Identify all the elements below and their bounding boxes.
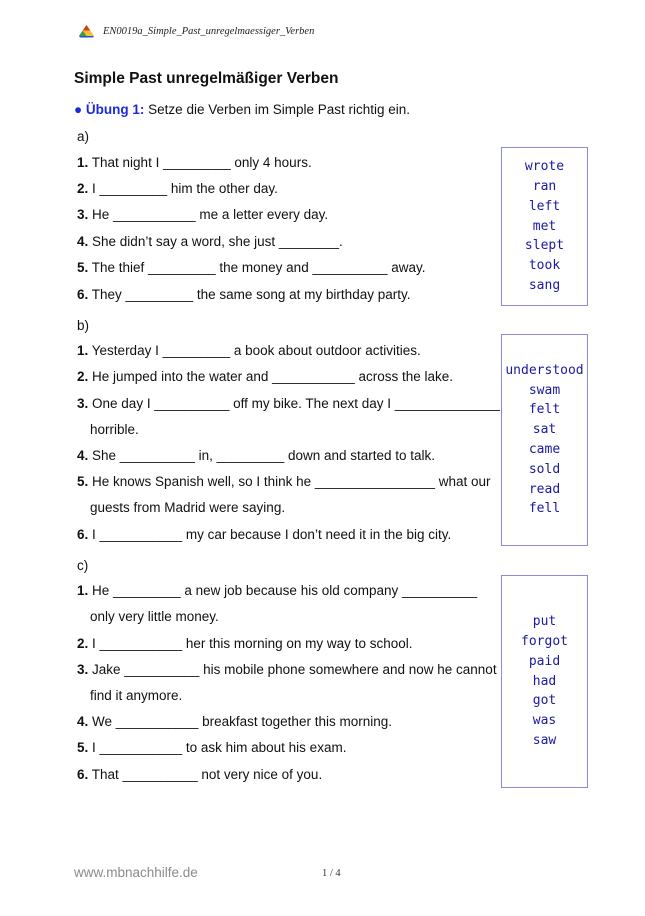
word-item: slept: [524, 238, 565, 254]
sentence-line: 5. The thief _________ the money and __________ away.: [77, 260, 426, 275]
sentence-line: 6. That __________ not very nice of you.: [77, 767, 323, 782]
word-item: sat: [532, 422, 557, 438]
sentence-line: find it anymore.: [90, 688, 183, 703]
sentence-line: 4. We ___________ breakfast together this morning.: [77, 714, 392, 729]
exercise-label: ● Übung 1:: [74, 102, 145, 117]
sentence-line: 3. One day I __________ off my bike. The next day I ______________: [77, 396, 500, 411]
section-b-label: b): [77, 318, 90, 333]
sentence-line: guests from Madrid were saying.: [90, 500, 286, 515]
document-id: EN0019a_Simple_Past_unregelmaessiger_Verben: [103, 25, 315, 37]
sentence-line: 6. I ___________ my car because I don’t need it in the big city.: [77, 527, 452, 542]
sentence-line: 5. I ___________ to ask him about his exam.: [77, 740, 347, 755]
word-item: put: [532, 614, 557, 630]
sentence-line: 1. Yesterday I _________ a book about outdoor activities.: [77, 343, 421, 358]
sentence-line: 3. Jake __________ his mobile phone somewhere and now he cannot: [77, 662, 497, 677]
sentence-line: horrible.: [90, 422, 139, 437]
word-item: ran: [532, 179, 557, 194]
sentence-line: 3. He ___________ me a letter every day.: [77, 207, 329, 222]
page-title: Simple Past unregelmäßiger Verben: [74, 70, 339, 87]
word-item: forgot: [521, 634, 568, 649]
sentence-line: 2. I ___________ her this morning on my way to school.: [77, 636, 413, 651]
word-item: paid: [528, 653, 561, 669]
sentence-line: 6. They _________ the same song at my birthday party.: [77, 287, 411, 302]
word-item: swam: [528, 382, 561, 398]
section-a-label: a): [77, 129, 90, 144]
triangle-logo-icon: [78, 24, 95, 38]
sentence-line: 1. He _________ a new job because his old company __________: [77, 583, 478, 598]
word-box-a: [501, 147, 588, 306]
word-item: had: [532, 673, 557, 689]
word-box-b: [501, 334, 588, 546]
sentence-line: 4. She __________ in, _________ down and started to talk.: [77, 448, 436, 463]
word-item: sold: [528, 461, 561, 477]
word-box-c: [501, 575, 588, 788]
word-item: saw: [532, 732, 557, 748]
word-item: got: [532, 693, 557, 709]
word-item: understood: [505, 362, 584, 378]
word-item: read: [528, 481, 561, 497]
sentence-line: only very little money.: [90, 609, 219, 624]
sentence-line: 5. He knows Spanish well, so I think he ________________ what our: [77, 474, 491, 489]
exercise-instruction: [74, 102, 410, 117]
footer-url: www.mbnachhilfe.de: [74, 865, 198, 880]
word-item: felt: [528, 402, 561, 418]
sentence-line: 2. I _________ him the other day.: [77, 181, 278, 196]
word-item: took: [528, 258, 561, 274]
sentence-line: 4. She didn’t say a word, she just ________.: [77, 234, 343, 249]
word-item: left: [528, 198, 561, 214]
word-item: met: [532, 218, 557, 234]
word-item: came: [528, 442, 561, 457]
word-item: wrote: [524, 159, 565, 175]
sentence-line: 1. That night I _________ only 4 hours.: [77, 155, 312, 170]
page-number: 1 / 4: [322, 868, 341, 879]
page-header: [78, 24, 314, 38]
exercise-text: Setze die Verben im Simple Past richtig ein.: [148, 102, 411, 117]
word-item: fell: [528, 501, 561, 517]
sentence-line: 2. He jumped into the water and ___________ across the lake.: [77, 369, 454, 384]
section-c-label: c): [77, 558, 89, 573]
word-item: sang: [528, 277, 561, 293]
word-item: was: [532, 713, 557, 729]
